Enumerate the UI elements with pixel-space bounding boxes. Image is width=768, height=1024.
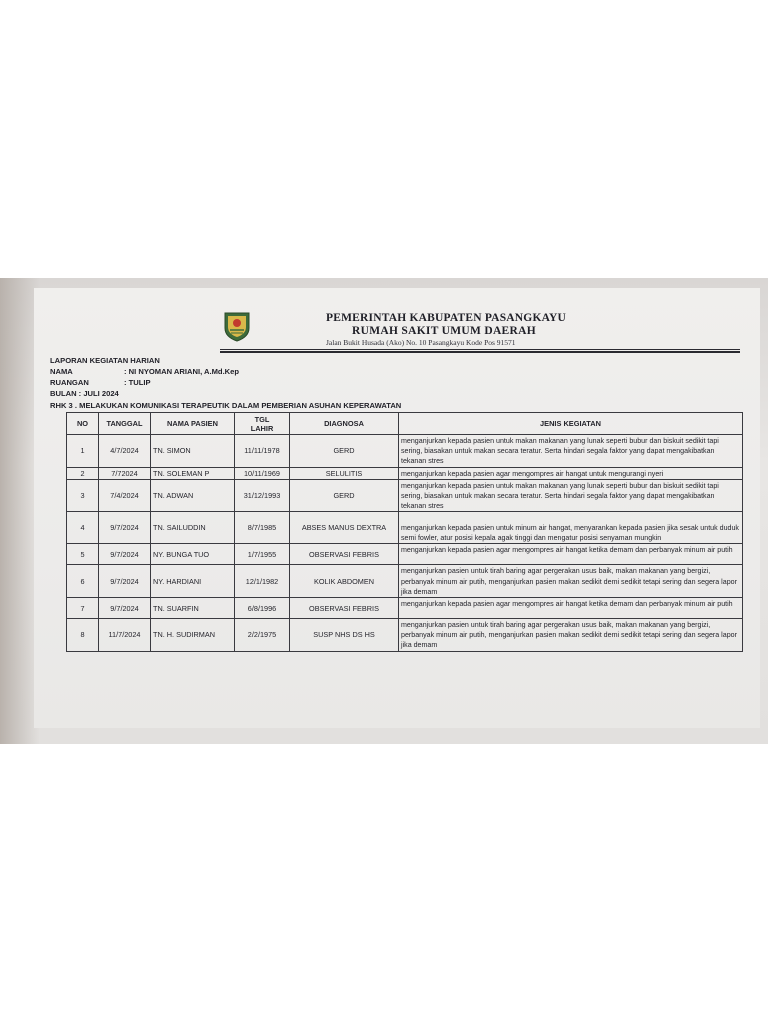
col-patient: NAMA PASIEN [151, 413, 235, 435]
row-date: 9/7/2024 [99, 512, 151, 544]
row-activity: menganjurkan kepada pasien untuk makan makanan yang lunak seperti bubur dan biskuit sedikit tapi sering, biasakan untuk makan secara teratur. Serta hindari segala faktor yang dapat mengakibatkan tekanan stres [399, 479, 743, 512]
row-dob: 2/2/1975 [235, 619, 290, 652]
row-patient: NY. HARDIANI [151, 565, 235, 598]
row-patient: NY. BUNGA TUO [151, 544, 235, 565]
row-diagnosis: KOLIK ABDOMEN [290, 565, 399, 598]
activity-table [66, 412, 743, 652]
col-date: TANGGAL [99, 413, 151, 435]
letterhead [34, 288, 760, 358]
col-dob [235, 413, 290, 435]
hospital-address: Jalan Bukit Husada (Ako) No. 10 Pasangkayu Kode Pos 91571 [326, 338, 516, 347]
row-diagnosis: OBSERVASI FEBRIS [290, 544, 399, 565]
row-dob: 6/8/1996 [235, 598, 290, 619]
table-header-row [67, 413, 743, 435]
col-dob-bottom: LAHIR [250, 423, 274, 433]
row-dob: 1/7/1955 [235, 544, 290, 565]
table-row [67, 619, 743, 652]
row-patient: TN. H. SUDIRMAN [151, 619, 235, 652]
letterhead-rule [220, 349, 740, 350]
row-activity: menganjurkan kepada pasien agar mengompres air hangat ketika demam dan perbanyak minum air putih [399, 598, 743, 619]
col-diagnosis: DIAGNOSA [290, 413, 399, 435]
regency-crest-icon [222, 310, 252, 342]
row-patient: TN. SUARFIN [151, 598, 235, 619]
row-dob: 12/1/1982 [235, 565, 290, 598]
hospital-name: RUMAH SAKIT UMUM DAERAH [352, 325, 536, 337]
row-diagnosis: GERD [290, 435, 399, 468]
table-row [67, 467, 743, 479]
report-title: LAPORAN KEGIATAN HARIAN [50, 356, 160, 365]
row-dob: 31/12/1993 [235, 479, 290, 512]
table-row [67, 598, 743, 619]
row-activity: menganjurkan kepada pasien agar mengompres air hangat untuk mengurangi nyeri [399, 467, 743, 479]
row-no: 1 [67, 435, 99, 468]
col-dob-top: TGL [254, 414, 270, 424]
government-name: PEMERINTAH KABUPATEN PASANGKAYU [326, 312, 567, 324]
row-patient: TN. SOLEMAN P [151, 467, 235, 479]
name-label: NAMA [50, 367, 73, 376]
letterhead-rule-thick [220, 351, 740, 353]
rhk-line: RHK 3 . MELAKUKAN KOMUNIKASI TERAPEUTIK DALAM PEMBERIAN ASUHAN KEPERAWATAN [50, 401, 402, 410]
room-value: : TULIP [124, 378, 151, 387]
name-line [50, 367, 239, 376]
row-no: 5 [67, 544, 99, 565]
row-no: 6 [67, 565, 99, 598]
col-activity: JENIS KEGIATAN [399, 413, 743, 435]
row-no: 3 [67, 479, 99, 512]
row-no: 4 [67, 512, 99, 544]
row-dob: 11/11/1978 [235, 435, 290, 468]
row-patient: TN. ADWAN [151, 479, 235, 512]
room-line [50, 378, 151, 387]
row-activity: menganjurkan pasien untuk tirah baring agar pergerakan usus baik, makan makanan yang bergizi, perbanyak minum air putih, menganjurkan pasien makan sedikit demi sedikit tetapi sering dan segera lapor jika demam [399, 565, 743, 598]
row-date: 7/72024 [99, 467, 151, 479]
row-activity: menganjurkan pasien untuk tirah baring agar pergerakan usus baik, makan makanan yang bergizi, perbanyak minum air putih, menganjurkan pasien makan sedikit demi sedikit tetapi sering dan segera lapor jika demam [399, 619, 743, 652]
row-diagnosis: OBSERVASI FEBRIS [290, 598, 399, 619]
table-row [67, 479, 743, 512]
table-row [67, 544, 743, 565]
row-date: 4/7/2024 [99, 435, 151, 468]
row-date: 9/7/2024 [99, 598, 151, 619]
table-row [67, 565, 743, 598]
row-date: 9/7/2024 [99, 544, 151, 565]
row-diagnosis: GERD [290, 479, 399, 512]
row-dob: 10/11/1969 [235, 467, 290, 479]
row-date: 9/7/2024 [99, 565, 151, 598]
row-date: 7/4/2024 [99, 479, 151, 512]
row-no: 7 [67, 598, 99, 619]
row-activity: menganjurkan kepada pasien untuk minum air hangat, menyarankan kepada pasien jika sesak untuk duduk semi fowler, atur posisi kepala agak tinggi dan mengatur posisi senyaman mungkin [399, 512, 743, 544]
table-row [67, 435, 743, 468]
row-activity: menganjurkan kepada pasien agar mengompres air hangat ketika demam dan perbanyak minum air putih [399, 544, 743, 565]
row-no: 2 [67, 467, 99, 479]
row-dob: 8/7/1985 [235, 512, 290, 544]
month-line: BULAN : JULI 2024 [50, 389, 119, 398]
row-no: 8 [67, 619, 99, 652]
row-patient: TN. SAILUDDIN [151, 512, 235, 544]
row-activity: menganjurkan kepada pasien untuk makan makanan yang lunak seperti bubur dan biskuit sedikit tapi sering, biasakan untuk makan secara teratur. Serta hindari segala faktor yang dapat mengakibatkan tekanan stres [399, 435, 743, 468]
row-date: 11/7/2024 [99, 619, 151, 652]
row-patient: TN. SIMON [151, 435, 235, 468]
row-diagnosis: SUSP NHS DS HS [290, 619, 399, 652]
row-diagnosis: SELULITIS [290, 467, 399, 479]
row-diagnosis: ABSES MANUS DEXTRA [290, 512, 399, 544]
col-no: NO [67, 413, 99, 435]
report-sheet [34, 288, 760, 728]
table-row [67, 512, 743, 544]
room-label: RUANGAN [50, 378, 89, 387]
name-value: : NI NYOMAN ARIANI, A.Md.Kep [124, 367, 240, 376]
